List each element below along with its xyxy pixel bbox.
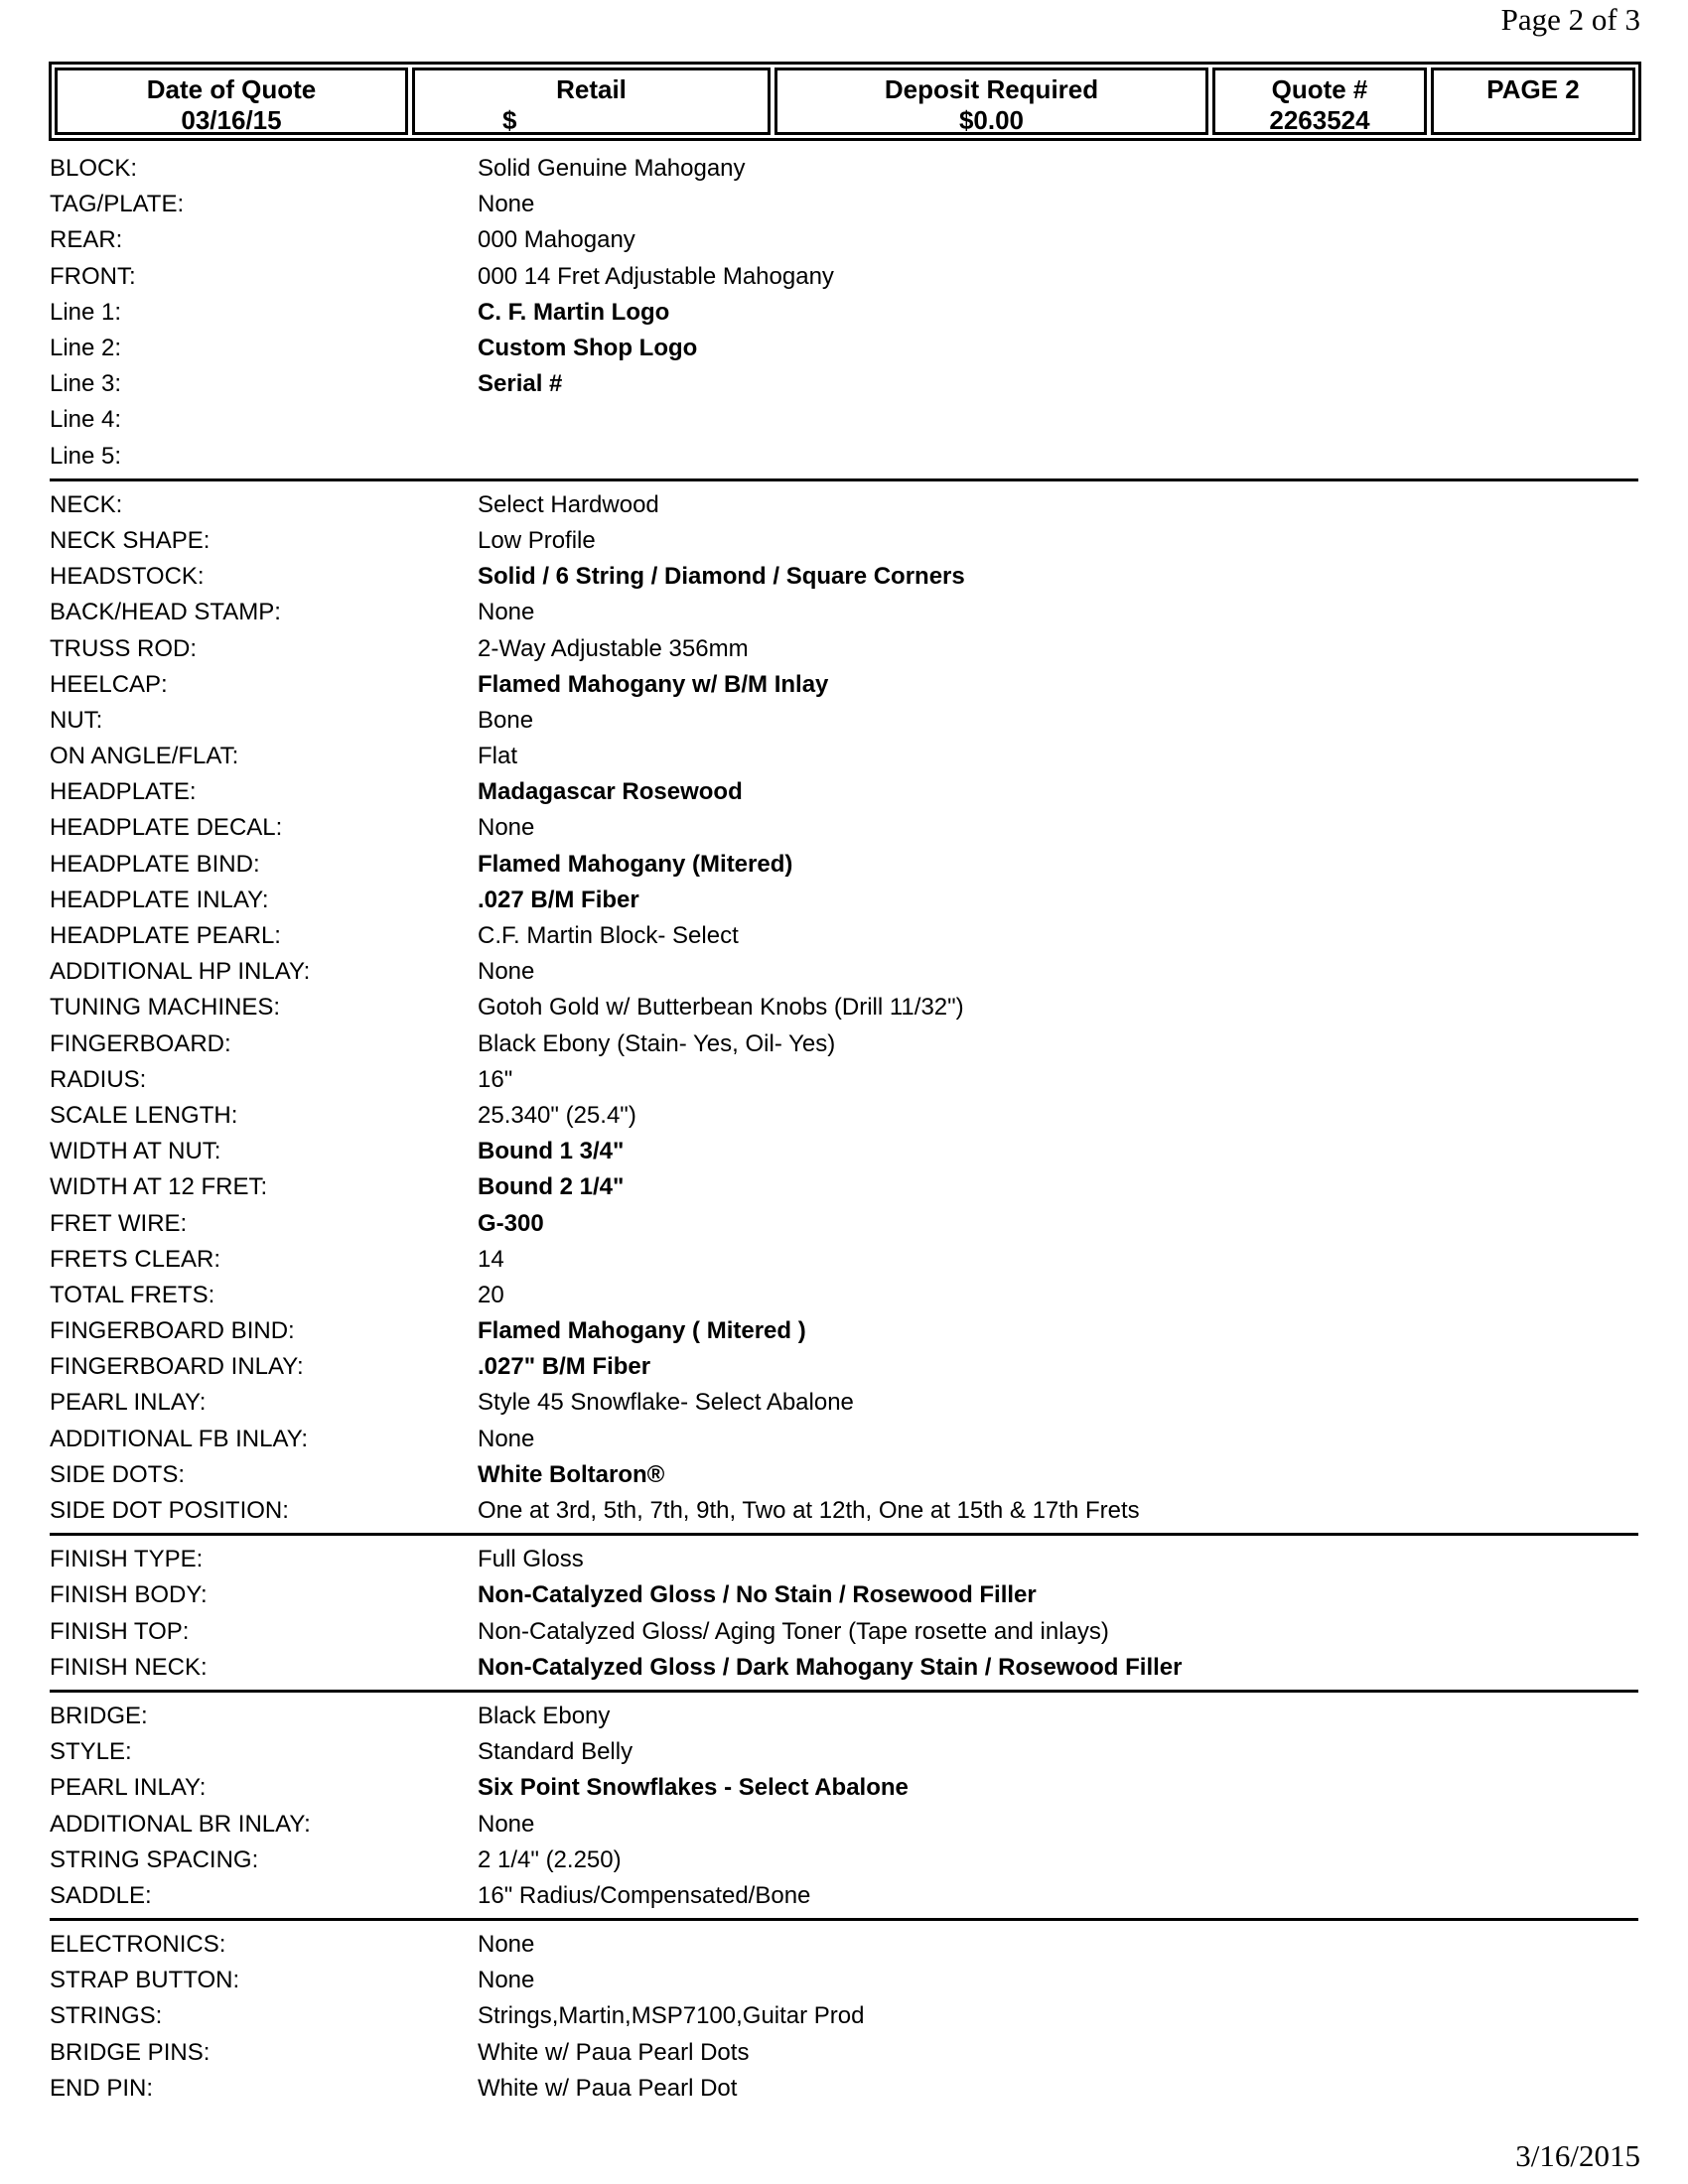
spec-row [50,810,1638,846]
spec-value: G-300 [478,1209,544,1237]
spec-value: Flamed Mahogany ( Mitered ) [478,1317,806,1345]
spec-value: Madagascar Rosewood [478,778,743,806]
spec-label: FRET WIRE: [50,1209,188,1237]
spec-value: Low Profile [478,526,596,554]
spec-label: FINISH BODY: [50,1581,208,1609]
date-of-quote-cell [55,68,408,135]
spec-value: One at 3rd, 5th, 7th, 9th, Two at 12th, One at 15th & 17th Frets [478,1497,1140,1525]
spec-section [50,1927,1638,2111]
retail-label: Retail [556,74,627,104]
spec-value: .027 B/M Fiber [478,886,639,913]
spec-row [50,1650,1638,1686]
spec-label: STRINGS: [50,2002,163,2030]
spec-row [50,1205,1638,1241]
spec-label: SIDE DOTS: [50,1460,186,1488]
spec-value: Solid / 6 String / Diamond / Square Corners [478,563,965,591]
deposit-label: Deposit Required [884,74,1099,104]
spec-label: FINISH TYPE: [50,1546,204,1573]
spec-value: 2-Way Adjustable 356mm [478,634,749,662]
spec-value: Serial # [478,370,563,398]
spec-row [50,1242,1638,1278]
spec-row [50,1963,1638,1998]
spec-value: Bound 2 1/4" [478,1173,625,1201]
spec-label: NECK: [50,490,123,518]
quote-value: 2263524 [1269,105,1370,135]
spec-label: FINISH TOP: [50,1617,190,1645]
spec-value: None [478,599,535,626]
spec-value: Standard Belly [478,1738,633,1766]
spec-label: Line 3: [50,370,122,398]
spec-label: HEADPLATE DECAL: [50,814,283,842]
spec-row [50,918,1638,954]
spec-row [50,439,1638,475]
spec-value: None [478,1931,535,1959]
spec-label: SADDLE: [50,1881,152,1909]
spec-label: PEARL INLAY: [50,1774,207,1802]
spec-row [50,1614,1638,1650]
spec-value: 14 [478,1245,504,1273]
spec-label: BRIDGE PINS: [50,2038,211,2066]
spec-row [50,774,1638,810]
spec-label: ELECTRONICS: [50,1931,226,1959]
spec-row [50,630,1638,666]
spec-value: .027" B/M Fiber [478,1353,651,1381]
spec-row [50,667,1638,703]
spec-label: FRONT: [50,262,136,290]
spec-label: TAG/PLATE: [50,191,185,218]
spec-row [50,1998,1638,2034]
spec-label: ADDITIONAL BR INLAY: [50,1810,311,1838]
date-value: 03/16/15 [181,105,282,135]
spec-value: None [478,814,535,842]
spec-row [50,1878,1638,1914]
spec-label: HEADPLATE PEARL: [50,922,281,950]
spec-value: Black Ebony [478,1702,611,1729]
spec-row [50,1134,1638,1169]
spec-row [50,1457,1638,1493]
footer-date: 3/16/2015 [1515,2138,1640,2173]
spec-row [50,523,1638,559]
spec-value: Non-Catalyzed Gloss/ Aging Toner (Tape rosette and inlays) [478,1617,1109,1645]
spec-section [50,1699,1638,1921]
spec-value: C. F. Martin Logo [478,298,670,326]
spec-label: TOTAL FRETS: [50,1281,215,1308]
spec-row [50,954,1638,990]
spec-label: TRUSS ROD: [50,634,198,662]
spec-label: ON ANGLE/FLAT: [50,743,239,770]
spec-label: BLOCK: [50,155,138,183]
spec-label: Line 1: [50,298,122,326]
spec-row [50,295,1638,331]
spec-value: Non-Catalyzed Gloss / Dark Mahogany Stain / Rosewood Filler [478,1653,1183,1681]
spec-row [50,259,1638,295]
spec-row [50,1542,1638,1577]
spec-value: Select Hardwood [478,490,659,518]
spec-label: REAR: [50,226,123,254]
spec-row [50,331,1638,366]
spec-value: Six Point Snowflakes - Select Abalone [478,1774,909,1802]
spec-row [50,559,1638,595]
spec-label: HEADPLATE BIND: [50,850,260,878]
spec-label: Line 2: [50,335,122,362]
spec-value: White Boltaron® [478,1460,665,1488]
spec-section [50,151,1638,481]
page-number: Page 2 of 3 [1500,2,1640,37]
spec-row [50,366,1638,402]
spec-label: WIDTH AT NUT: [50,1138,221,1165]
spec-label: FINISH NECK: [50,1653,208,1681]
spec-row [50,1349,1638,1385]
spec-row [50,222,1638,258]
spec-row [50,2071,1638,2107]
spec-row [50,1770,1638,1806]
spec-value: 16" Radius/Compensated/Bone [478,1881,811,1909]
spec-row [50,1699,1638,1734]
spec-section [50,487,1638,1536]
date-label: Date of Quote [146,74,317,104]
spec-row [50,1098,1638,1134]
spec-section [50,1542,1638,1693]
spec-value: Custom Shop Logo [478,335,698,362]
deposit-cell [774,68,1208,135]
spec-label: HEELCAP: [50,670,168,698]
spec-row [50,487,1638,523]
spec-label: END PIN: [50,2074,154,2102]
spec-label: HEADSTOCK: [50,563,205,591]
spec-value: Gotoh Gold w/ Butterbean Knobs (Drill 11/32") [478,994,964,1022]
spec-value: Style 45 Snowflake- Select Abalone [478,1389,854,1417]
spec-row [50,990,1638,1025]
spec-row [50,1169,1638,1205]
spec-list [50,151,1638,2116]
spec-label: FINGERBOARD INLAY: [50,1353,304,1381]
spec-label: Line 5: [50,442,122,470]
spec-label: HEADPLATE: [50,778,197,806]
spec-label: RADIUS: [50,1065,147,1093]
spec-label: FRETS CLEAR: [50,1245,221,1273]
retail-value: $ [502,105,517,135]
spec-value: Bone [478,706,534,734]
spec-row [50,151,1638,187]
spec-row [50,847,1638,883]
spec-value: C.F. Martin Block- Select [478,922,739,950]
spec-value: None [478,1967,535,1994]
spec-value: None [478,958,535,986]
spec-value: Flamed Mahogany (Mitered) [478,850,793,878]
spec-row [50,1026,1638,1062]
deposit-value: $0.00 [958,105,1025,135]
spec-value: Solid Genuine Mahogany [478,155,746,183]
spec-row [50,1734,1638,1770]
spec-label: NECK SHAPE: [50,526,211,554]
spec-value: Bound 1 3/4" [478,1138,625,1165]
spec-value: 000 14 Fret Adjustable Mahogany [478,262,834,290]
spec-row [50,1927,1638,1963]
spec-row [50,1278,1638,1313]
spec-label: STYLE: [50,1738,132,1766]
spec-value: White w/ Paua Pearl Dots [478,2038,750,2066]
spec-value: 000 Mahogany [478,226,635,254]
spec-label: PEARL INLAY: [50,1389,207,1417]
spec-label: HEADPLATE INLAY: [50,886,269,913]
spec-value: Flamed Mahogany w/ B/M Inlay [478,670,829,698]
spec-label: WIDTH AT 12 FRET: [50,1173,268,1201]
quote-header [49,62,1641,141]
spec-row [50,595,1638,630]
spec-label: SCALE LENGTH: [50,1101,238,1129]
spec-row [50,1577,1638,1613]
spec-row [50,739,1638,774]
spec-label: BACK/HEAD STAMP: [50,599,281,626]
spec-row [50,1493,1638,1529]
spec-label: STRAP BUTTON: [50,1967,240,1994]
spec-value: 2 1/4" (2.250) [478,1845,622,1873]
quote-number-cell [1212,68,1427,135]
spec-row [50,1385,1638,1421]
spec-value: Strings,Martin,MSP7100,Guitar Prod [478,2002,865,2030]
spec-value: Flat [478,743,518,770]
spec-value: 16" [478,1065,513,1093]
spec-label: SIDE DOT POSITION: [50,1497,289,1525]
page-cell [1431,68,1635,135]
spec-label: FINGERBOARD: [50,1029,231,1057]
spec-row [50,402,1638,438]
spec-label: FINGERBOARD BIND: [50,1317,295,1345]
retail-cell [412,68,771,135]
spec-row [50,883,1638,918]
spec-row [50,2035,1638,2071]
spec-row [50,1806,1638,1842]
spec-value: 20 [478,1281,504,1308]
spec-value: Black Ebony (Stain- Yes, Oil- Yes) [478,1029,836,1057]
spec-label: TUNING MACHINES: [50,994,281,1022]
spec-value: 25.340" (25.4") [478,1101,636,1129]
spec-value: None [478,1425,535,1452]
spec-value: None [478,191,535,218]
spec-label: STRING SPACING: [50,1845,259,1873]
quote-label: Quote # [1271,74,1368,104]
spec-row [50,1843,1638,1878]
spec-label: Line 4: [50,406,122,434]
spec-label: ADDITIONAL FB INLAY: [50,1425,309,1452]
spec-value: White w/ Paua Pearl Dot [478,2074,738,2102]
page-cell-label: PAGE 2 [1486,74,1580,104]
spec-label: NUT: [50,706,103,734]
spec-row [50,1313,1638,1349]
spec-label: ADDITIONAL HP INLAY: [50,958,311,986]
spec-label: BRIDGE: [50,1702,148,1729]
spec-row [50,703,1638,739]
spec-value: Full Gloss [478,1546,584,1573]
spec-row [50,1062,1638,1098]
spec-row [50,1422,1638,1457]
spec-value: None [478,1810,535,1838]
spec-row [50,187,1638,222]
spec-value: Non-Catalyzed Gloss / No Stain / Rosewood Filler [478,1581,1037,1609]
